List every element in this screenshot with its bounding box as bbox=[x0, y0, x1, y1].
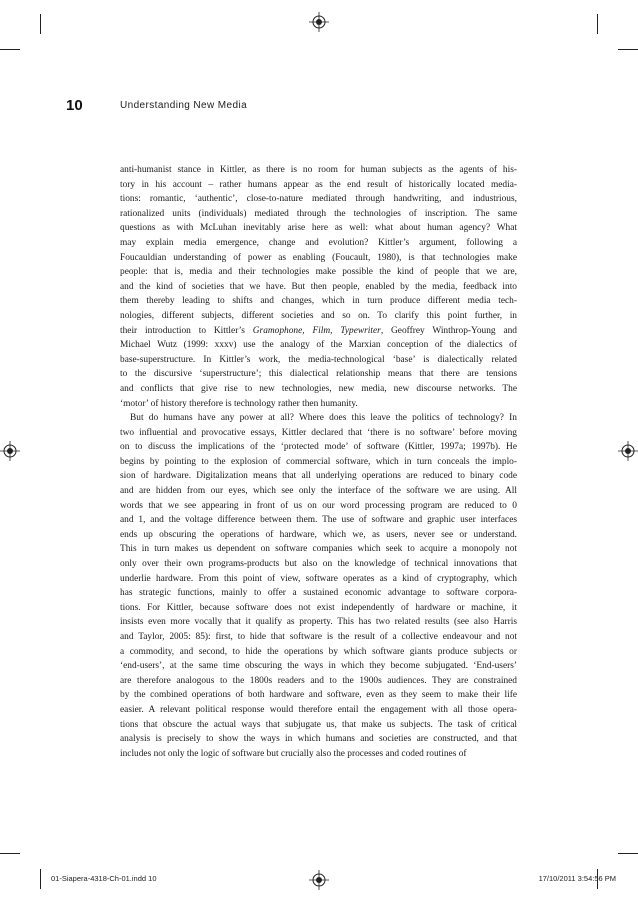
registration-mark-icon bbox=[309, 870, 329, 890]
text-line: by the combined operations of both hardware and software, even as they seem to make their life bbox=[120, 690, 517, 701]
text-line: to the discursive ‘superstructure’; this dialectical relationship means that there are tensions bbox=[120, 369, 517, 380]
registration-mark-icon bbox=[0, 441, 20, 461]
text-line: sion of hardware. Digitalization means that all underlying operations are reduced to binary code bbox=[120, 471, 517, 482]
text-line: includes not only the logic of software but crucially also the processes and coded routines of bbox=[120, 748, 467, 759]
running-title: Understanding New Media bbox=[120, 100, 248, 111]
text-line: base-superstructure. In Kittler’s work, the media-technological ‘base’ is dialectically related bbox=[120, 354, 517, 365]
text-line: anti-humanist stance in Kittler, as there is no room for human subjects as the agents of his- bbox=[120, 165, 517, 175]
registration-mark-icon bbox=[309, 12, 329, 32]
text-line: rationalized units (individuals) mediated through the technologies of inscription. The same bbox=[120, 208, 517, 219]
text-line: and the kind of societies that we have. But then people, enabled by the media, feedback into bbox=[120, 281, 517, 292]
text-line: people: that is, media and their technologies make possible the kind of people that we are, bbox=[120, 267, 517, 278]
text-line: tions. For Kittler, because software does not exist independently of hardware or machine, it bbox=[120, 602, 517, 613]
text-line: tory in his account – rather humans appear as the end result of historically located media- bbox=[120, 179, 517, 190]
text-line: ‘motor’ of history therefore is technology rather then humanity. bbox=[120, 398, 358, 409]
crop-mark bbox=[597, 14, 598, 34]
text-line: may explain media emergence, change and evolution? Kittler’s argument, following a bbox=[120, 237, 517, 248]
text-line: easier. A relevant political response would therefore entail the engagement with all those opera- bbox=[120, 704, 517, 715]
text-line: begins by pointing to the explosion of commercial software, which in turn conceals the implo- bbox=[120, 456, 517, 467]
crop-mark bbox=[618, 853, 638, 854]
text-line: questions as with McLuhan inevitably arise here as well: what about human agency? What bbox=[120, 223, 517, 234]
text-line: underlie hardware. From this point of view, software operates as a kind of cryptography, which bbox=[120, 573, 517, 584]
text-line: tions: romantic, ‘authentic’, close-to-nature mediated through handwriting, and industrious, bbox=[120, 194, 517, 205]
text-line: only over their own programs-products but also on the knowledge of technical innovations that bbox=[120, 559, 517, 570]
text-line: are therefore analogous to the 1800s readers and to the 1900s audiences. They are constrained bbox=[120, 675, 517, 686]
text-line: and 1, and the voltage difference between them. The use of software and graphic user interfaces bbox=[120, 515, 517, 526]
text-line: Foucauldian understanding of power as enabling (Foucault, 1980), is that technologies make bbox=[120, 252, 517, 263]
text-line: words that we see appearing in front of us on our word processing program are reduced to 0 bbox=[120, 500, 517, 511]
text-line: and are hidden from our eyes, which see only the interface of the software we are using. All bbox=[120, 486, 517, 497]
text-line: nologies, different subjects, different societies and so on. To clarify this point further, in bbox=[120, 310, 517, 321]
text-line: insists even more vocally that it qualify as property. This has two related results (see also Harris bbox=[120, 617, 517, 628]
text-line: and conflicts that give rise to new technologies, new media, new discourse networks. The bbox=[120, 383, 517, 394]
registration-mark-icon bbox=[618, 441, 638, 461]
crop-mark bbox=[0, 853, 20, 854]
text-line: Michael Wutz (1999: xxxv) use the analogy of the Marxian conception of the dialectics of bbox=[120, 340, 517, 351]
text-line: their introduction to Kittler’s Gramophone, Film, Typewriter, Geoffrey Winthrop-Young and bbox=[120, 325, 517, 336]
crop-mark bbox=[0, 49, 20, 50]
crop-mark bbox=[40, 869, 41, 889]
timestamp: 17/10/2011 3:54:56 PM bbox=[538, 874, 616, 883]
file-info: 01-Siapera-4318-Ch-01.indd 10 bbox=[51, 874, 157, 883]
page-number: 10 bbox=[66, 97, 83, 114]
text-line: two influential and provocative essays, Kittler declared that ‘there is no software’ before moving bbox=[120, 427, 517, 438]
text-line: and Taylor, 2005: 85): first, to hide that software is the result of a collective endeavour and not bbox=[120, 632, 517, 642]
text-line: tions that obscure the actual ways that subjugate us, that make us subjects. The task of critical bbox=[120, 719, 517, 730]
text-line: ‘end-users’, at the same time obscuring the ways in which they become subjugated. ‘End-users’ bbox=[120, 661, 517, 672]
text-line: them thereby leading to shifts and changes, which in turn produce different media tech- bbox=[120, 296, 517, 307]
crop-mark bbox=[40, 14, 41, 34]
text-line: on to discuss the implications of the ‘protected mode’ of software (Kittler, 1997a; 1997b). He bbox=[120, 442, 517, 453]
crop-mark bbox=[618, 49, 638, 50]
text-line: has strategic functions, mainly to offer a sustained economic advantage to software corpora- bbox=[120, 588, 517, 599]
text-line: ends up obscuring the operations of hardware, which we, as users, never see or understand. bbox=[120, 529, 517, 540]
text-line: This in turn makes us dependent on software companies which seek to acquire a monopoly not bbox=[120, 544, 517, 555]
text-line: But do humans have any power at all? Where does this leave the politics of technology? In bbox=[130, 413, 517, 424]
body-text bbox=[120, 163, 517, 761]
text-line: a commodity, and second, to hide the operations by which software giants produce subjects or bbox=[120, 646, 517, 657]
text-line: analysis is precisely to show the ways in which humans and societies are constructed, and that bbox=[120, 734, 517, 745]
